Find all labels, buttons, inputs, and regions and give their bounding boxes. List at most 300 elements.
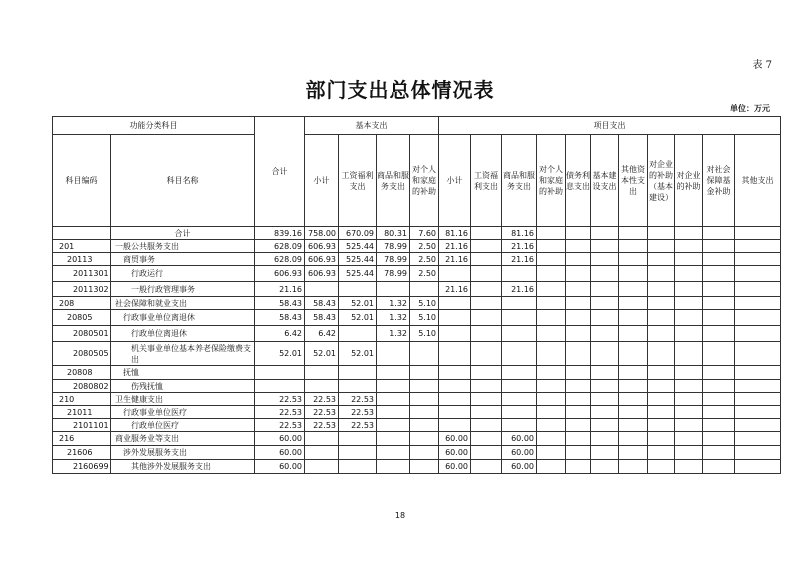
amount-cell bbox=[410, 380, 439, 393]
amount-cell bbox=[675, 282, 703, 297]
amount-cell bbox=[675, 266, 703, 282]
amount-cell bbox=[703, 310, 735, 326]
table-row bbox=[53, 419, 781, 432]
unit-label: 单位：万元 bbox=[730, 104, 770, 113]
amount-cell bbox=[502, 297, 537, 310]
amount-cell bbox=[537, 253, 566, 266]
amount-cell bbox=[471, 253, 502, 266]
amount-cell bbox=[537, 380, 566, 393]
amount-cell bbox=[675, 419, 703, 432]
subject-code: 2080802 bbox=[53, 380, 111, 393]
amount-cell bbox=[566, 393, 591, 406]
subject-name: 行政单位医疗 bbox=[111, 419, 255, 432]
amount-cell bbox=[537, 240, 566, 253]
amount-cell bbox=[591, 227, 619, 240]
table-row bbox=[53, 380, 781, 393]
amount-cell bbox=[471, 342, 502, 366]
amount-cell bbox=[591, 380, 619, 393]
subject-name: 商业服务业等支出 bbox=[111, 432, 255, 446]
amount-cell bbox=[537, 310, 566, 326]
amount-cell bbox=[502, 342, 537, 366]
subject-name: 行政事业单位医疗 bbox=[111, 406, 255, 419]
amount-cell bbox=[648, 227, 675, 240]
total-header: 合计 bbox=[255, 117, 305, 227]
amount-cell bbox=[703, 266, 735, 282]
subject-code: 21011 bbox=[53, 406, 111, 419]
amount-cell bbox=[648, 419, 675, 432]
amount-cell bbox=[619, 432, 648, 446]
subject-code: 216 bbox=[53, 432, 111, 446]
amount-cell bbox=[591, 393, 619, 406]
amount-cell bbox=[566, 240, 591, 253]
amount-cell bbox=[675, 310, 703, 326]
amount-cell: 6.42 bbox=[305, 326, 339, 342]
amount-cell: 839.16 bbox=[255, 227, 305, 240]
basic-expenditure-header: 基本支出 bbox=[305, 117, 439, 135]
amount-cell bbox=[566, 266, 591, 282]
amount-cell bbox=[502, 266, 537, 282]
table-row bbox=[53, 326, 781, 342]
amount-cell bbox=[619, 342, 648, 366]
project-col-header: 债务利息支出 bbox=[566, 135, 591, 227]
amount-cell: 58.43 bbox=[255, 310, 305, 326]
amount-cell bbox=[305, 282, 339, 297]
amount-cell bbox=[675, 366, 703, 380]
amount-cell: 1.32 bbox=[377, 310, 410, 326]
amount-cell: 22.53 bbox=[305, 406, 339, 419]
amount-cell bbox=[566, 432, 591, 446]
amount-cell bbox=[566, 460, 591, 474]
amount-cell bbox=[648, 282, 675, 297]
amount-cell bbox=[471, 310, 502, 326]
amount-cell: 21.16 bbox=[502, 253, 537, 266]
table-row bbox=[53, 297, 781, 310]
amount-cell bbox=[439, 326, 471, 342]
amount-cell bbox=[703, 406, 735, 419]
amount-cell: 606.93 bbox=[305, 253, 339, 266]
name-header: 科目名称 bbox=[111, 135, 255, 227]
amount-cell bbox=[591, 366, 619, 380]
table-row bbox=[53, 432, 781, 446]
amount-cell bbox=[648, 342, 675, 366]
amount-cell: 21.16 bbox=[502, 240, 537, 253]
amount-cell bbox=[339, 366, 377, 380]
table-row bbox=[53, 266, 781, 282]
subject-code: 208 bbox=[53, 297, 111, 310]
amount-cell bbox=[502, 326, 537, 342]
amount-cell bbox=[439, 310, 471, 326]
amount-cell: 78.99 bbox=[377, 253, 410, 266]
project-col-header: 其他支出 bbox=[735, 135, 781, 227]
amount-cell bbox=[566, 380, 591, 393]
amount-cell bbox=[619, 310, 648, 326]
amount-cell: 60.00 bbox=[502, 460, 537, 474]
table-row bbox=[53, 227, 781, 240]
subject-code: 2101101 bbox=[53, 419, 111, 432]
subject-name: 商贸事务 bbox=[111, 253, 255, 266]
amount-cell: 80.31 bbox=[377, 227, 410, 240]
project-col-header: 基本建设支出 bbox=[591, 135, 619, 227]
table-row bbox=[53, 253, 781, 266]
amount-cell: 60.00 bbox=[439, 432, 471, 446]
amount-cell bbox=[305, 446, 339, 460]
amount-cell: 525.44 bbox=[339, 266, 377, 282]
amount-cell bbox=[675, 446, 703, 460]
amount-cell bbox=[675, 297, 703, 310]
amount-cell bbox=[619, 326, 648, 342]
amount-cell bbox=[735, 419, 781, 432]
amount-cell bbox=[339, 282, 377, 297]
amount-cell bbox=[537, 266, 566, 282]
amount-cell bbox=[502, 366, 537, 380]
amount-cell: 525.44 bbox=[339, 240, 377, 253]
amount-cell bbox=[566, 227, 591, 240]
basic-col-header: 对个人和家庭的补助 bbox=[410, 135, 439, 227]
subject-name: 合计 bbox=[111, 227, 255, 240]
amount-cell: 606.93 bbox=[305, 266, 339, 282]
amount-cell bbox=[566, 282, 591, 297]
amount-cell: 670.09 bbox=[339, 227, 377, 240]
amount-cell bbox=[566, 366, 591, 380]
amount-cell bbox=[735, 432, 781, 446]
amount-cell: 22.53 bbox=[255, 406, 305, 419]
table-row bbox=[53, 240, 781, 253]
amount-cell: 52.01 bbox=[339, 297, 377, 310]
amount-cell bbox=[591, 310, 619, 326]
subject-name: 一般公共服务支出 bbox=[111, 240, 255, 253]
amount-cell bbox=[339, 446, 377, 460]
amount-cell: 7.60 bbox=[410, 227, 439, 240]
amount-cell bbox=[305, 432, 339, 446]
amount-cell bbox=[537, 419, 566, 432]
amount-cell: 60.00 bbox=[255, 460, 305, 474]
amount-cell bbox=[648, 240, 675, 253]
amount-cell bbox=[410, 406, 439, 419]
amount-cell: 606.93 bbox=[305, 240, 339, 253]
amount-cell: 22.53 bbox=[305, 393, 339, 406]
amount-cell: 60.00 bbox=[439, 446, 471, 460]
amount-cell bbox=[502, 393, 537, 406]
subject-name: 一般行政管理事务 bbox=[111, 282, 255, 297]
amount-cell bbox=[566, 406, 591, 419]
code-header: 科目编码 bbox=[53, 135, 111, 227]
amount-cell bbox=[619, 266, 648, 282]
amount-cell: 5.10 bbox=[410, 310, 439, 326]
amount-cell bbox=[648, 253, 675, 266]
table-row bbox=[53, 393, 781, 406]
amount-cell: 58.43 bbox=[305, 310, 339, 326]
amount-cell bbox=[648, 266, 675, 282]
amount-cell bbox=[675, 326, 703, 342]
page-title: 部门支出总体情况表 bbox=[305, 78, 495, 102]
amount-cell bbox=[471, 393, 502, 406]
amount-cell: 58.43 bbox=[305, 297, 339, 310]
amount-cell bbox=[675, 227, 703, 240]
amount-cell bbox=[703, 432, 735, 446]
table-row bbox=[53, 406, 781, 419]
amount-cell bbox=[305, 460, 339, 474]
amount-cell bbox=[735, 282, 781, 297]
amount-cell bbox=[439, 297, 471, 310]
amount-cell bbox=[377, 282, 410, 297]
project-col-header: 工资福利支出 bbox=[471, 135, 502, 227]
amount-cell bbox=[537, 406, 566, 419]
amount-cell bbox=[703, 240, 735, 253]
amount-cell bbox=[735, 240, 781, 253]
amount-cell bbox=[703, 282, 735, 297]
amount-cell: 78.99 bbox=[377, 266, 410, 282]
amount-cell bbox=[439, 266, 471, 282]
project-col-header: 小计 bbox=[439, 135, 471, 227]
amount-cell bbox=[675, 342, 703, 366]
amount-cell bbox=[675, 406, 703, 419]
amount-cell: 22.53 bbox=[305, 419, 339, 432]
amount-cell: 21.16 bbox=[439, 240, 471, 253]
amount-cell bbox=[703, 253, 735, 266]
amount-cell: 21.16 bbox=[439, 282, 471, 297]
amount-cell: 1.32 bbox=[377, 297, 410, 310]
amount-cell: 21.16 bbox=[255, 282, 305, 297]
table-row bbox=[53, 310, 781, 326]
project-col-header: 对企业的补助 bbox=[675, 135, 703, 227]
amount-cell bbox=[648, 380, 675, 393]
subject-name: 抚恤 bbox=[111, 366, 255, 380]
amount-cell bbox=[648, 432, 675, 446]
amount-cell bbox=[735, 297, 781, 310]
subject-code bbox=[53, 227, 111, 240]
amount-cell: 758.00 bbox=[305, 227, 339, 240]
amount-cell bbox=[439, 419, 471, 432]
amount-cell: 60.00 bbox=[502, 446, 537, 460]
amount-cell bbox=[305, 366, 339, 380]
subject-name: 机关事业单位基本养老保险缴费支出 bbox=[111, 342, 255, 366]
amount-cell bbox=[703, 366, 735, 380]
amount-cell bbox=[591, 342, 619, 366]
amount-cell bbox=[339, 432, 377, 446]
amount-cell bbox=[471, 297, 502, 310]
amount-cell bbox=[471, 240, 502, 253]
amount-cell bbox=[471, 406, 502, 419]
amount-cell bbox=[537, 366, 566, 380]
amount-cell bbox=[502, 310, 537, 326]
amount-cell: 52.01 bbox=[305, 342, 339, 366]
amount-cell: 5.10 bbox=[410, 297, 439, 310]
amount-cell bbox=[735, 446, 781, 460]
amount-cell bbox=[675, 240, 703, 253]
amount-cell: 6.42 bbox=[255, 326, 305, 342]
subject-name: 行政事业单位离退休 bbox=[111, 310, 255, 326]
amount-cell bbox=[471, 266, 502, 282]
amount-cell bbox=[377, 419, 410, 432]
amount-cell bbox=[566, 297, 591, 310]
amount-cell: 60.00 bbox=[255, 432, 305, 446]
amount-cell bbox=[619, 446, 648, 460]
amount-cell bbox=[648, 406, 675, 419]
amount-cell bbox=[410, 282, 439, 297]
amount-cell bbox=[735, 366, 781, 380]
amount-cell: 21.16 bbox=[439, 253, 471, 266]
amount-cell bbox=[439, 406, 471, 419]
amount-cell bbox=[648, 446, 675, 460]
subject-name: 行政运行 bbox=[111, 266, 255, 282]
amount-cell: 606.93 bbox=[255, 266, 305, 282]
amount-cell bbox=[648, 297, 675, 310]
amount-cell: 21.16 bbox=[502, 282, 537, 297]
page-label: 表 7 bbox=[752, 60, 772, 71]
amount-cell: 22.53 bbox=[339, 393, 377, 406]
amount-cell: 60.00 bbox=[255, 446, 305, 460]
amount-cell bbox=[703, 460, 735, 474]
amount-cell bbox=[410, 419, 439, 432]
amount-cell bbox=[537, 326, 566, 342]
table-row bbox=[53, 446, 781, 460]
amount-cell bbox=[377, 366, 410, 380]
amount-cell bbox=[735, 266, 781, 282]
amount-cell bbox=[377, 342, 410, 366]
amount-cell bbox=[619, 297, 648, 310]
amount-cell bbox=[339, 380, 377, 393]
amount-cell bbox=[703, 393, 735, 406]
subject-name: 卫生健康支出 bbox=[111, 393, 255, 406]
amount-cell bbox=[591, 266, 619, 282]
amount-cell: 52.01 bbox=[339, 310, 377, 326]
amount-cell bbox=[591, 446, 619, 460]
amount-cell bbox=[648, 326, 675, 342]
amount-cell bbox=[735, 227, 781, 240]
amount-cell bbox=[566, 342, 591, 366]
amount-cell bbox=[410, 342, 439, 366]
project-col-header: 对社会保障基金补助 bbox=[703, 135, 735, 227]
amount-cell bbox=[566, 310, 591, 326]
amount-cell bbox=[735, 310, 781, 326]
amount-cell bbox=[471, 227, 502, 240]
amount-cell bbox=[735, 380, 781, 393]
amount-cell: 22.53 bbox=[255, 419, 305, 432]
amount-cell bbox=[566, 253, 591, 266]
amount-cell: 58.43 bbox=[255, 297, 305, 310]
amount-cell bbox=[735, 342, 781, 366]
amount-cell: 2.50 bbox=[410, 240, 439, 253]
amount-cell bbox=[648, 460, 675, 474]
amount-cell bbox=[377, 460, 410, 474]
subject-code: 2011302 bbox=[53, 282, 111, 297]
amount-cell bbox=[471, 460, 502, 474]
amount-cell bbox=[591, 419, 619, 432]
amount-cell bbox=[675, 393, 703, 406]
amount-cell bbox=[410, 393, 439, 406]
project-col-header: 对个人和家庭的补助 bbox=[537, 135, 566, 227]
amount-cell bbox=[703, 326, 735, 342]
amount-cell: 5.10 bbox=[410, 326, 439, 342]
subject-code: 20805 bbox=[53, 310, 111, 326]
table-row bbox=[53, 460, 781, 474]
amount-cell bbox=[619, 282, 648, 297]
amount-cell: 1.32 bbox=[377, 326, 410, 342]
subject-name: 行政单位离退休 bbox=[111, 326, 255, 342]
amount-cell: 22.53 bbox=[339, 419, 377, 432]
amount-cell bbox=[537, 297, 566, 310]
amount-cell bbox=[566, 446, 591, 460]
amount-cell: 81.16 bbox=[439, 227, 471, 240]
amount-cell bbox=[619, 366, 648, 380]
amount-cell bbox=[648, 393, 675, 406]
amount-cell: 60.00 bbox=[502, 432, 537, 446]
subject-code: 20113 bbox=[53, 253, 111, 266]
amount-cell: 60.00 bbox=[439, 460, 471, 474]
project-col-header: 商品和服务支出 bbox=[502, 135, 537, 227]
amount-cell bbox=[703, 297, 735, 310]
subject-name: 伤残抚恤 bbox=[111, 380, 255, 393]
amount-cell bbox=[537, 432, 566, 446]
project-col-header: 对企业的补助（基本建设） bbox=[648, 135, 675, 227]
amount-cell bbox=[619, 393, 648, 406]
amount-cell bbox=[471, 380, 502, 393]
amount-cell bbox=[735, 393, 781, 406]
amount-cell bbox=[648, 366, 675, 380]
amount-cell bbox=[502, 419, 537, 432]
amount-cell bbox=[255, 380, 305, 393]
amount-cell bbox=[410, 432, 439, 446]
amount-cell bbox=[502, 406, 537, 419]
amount-cell bbox=[619, 227, 648, 240]
amount-cell bbox=[471, 282, 502, 297]
basic-col-header: 工资福利支出 bbox=[339, 135, 377, 227]
subject-code: 201 bbox=[53, 240, 111, 253]
amount-cell bbox=[439, 366, 471, 380]
amount-cell bbox=[377, 446, 410, 460]
amount-cell bbox=[339, 326, 377, 342]
page-number: 18 bbox=[394, 511, 406, 520]
amount-cell bbox=[471, 419, 502, 432]
amount-cell bbox=[439, 393, 471, 406]
amount-cell bbox=[471, 432, 502, 446]
subject-code: 2011301 bbox=[53, 266, 111, 282]
amount-cell bbox=[537, 460, 566, 474]
subject-code: 210 bbox=[53, 393, 111, 406]
amount-cell bbox=[703, 380, 735, 393]
amount-cell: 2.50 bbox=[410, 266, 439, 282]
amount-cell bbox=[675, 432, 703, 446]
amount-cell: 52.01 bbox=[339, 342, 377, 366]
amount-cell bbox=[591, 326, 619, 342]
subject-name: 社会保障和就业支出 bbox=[111, 297, 255, 310]
amount-cell bbox=[410, 446, 439, 460]
amount-cell bbox=[537, 282, 566, 297]
amount-cell bbox=[537, 446, 566, 460]
amount-cell bbox=[735, 253, 781, 266]
amount-cell bbox=[703, 446, 735, 460]
expenditure-table bbox=[52, 116, 781, 474]
subject-code: 2080501 bbox=[53, 326, 111, 342]
amount-cell bbox=[566, 419, 591, 432]
amount-cell bbox=[537, 393, 566, 406]
amount-cell bbox=[471, 326, 502, 342]
amount-cell bbox=[703, 342, 735, 366]
amount-cell bbox=[377, 406, 410, 419]
amount-cell: 628.09 bbox=[255, 253, 305, 266]
amount-cell bbox=[619, 253, 648, 266]
table-row bbox=[53, 342, 781, 366]
subject-name: 其他涉外发展服务支出 bbox=[111, 460, 255, 474]
subject-code: 2080505 bbox=[53, 342, 111, 366]
subject-code: 2160699 bbox=[53, 460, 111, 474]
amount-cell bbox=[591, 460, 619, 474]
amount-cell bbox=[471, 446, 502, 460]
amount-cell bbox=[675, 253, 703, 266]
amount-cell bbox=[377, 432, 410, 446]
amount-cell: 22.53 bbox=[339, 406, 377, 419]
amount-cell bbox=[439, 380, 471, 393]
